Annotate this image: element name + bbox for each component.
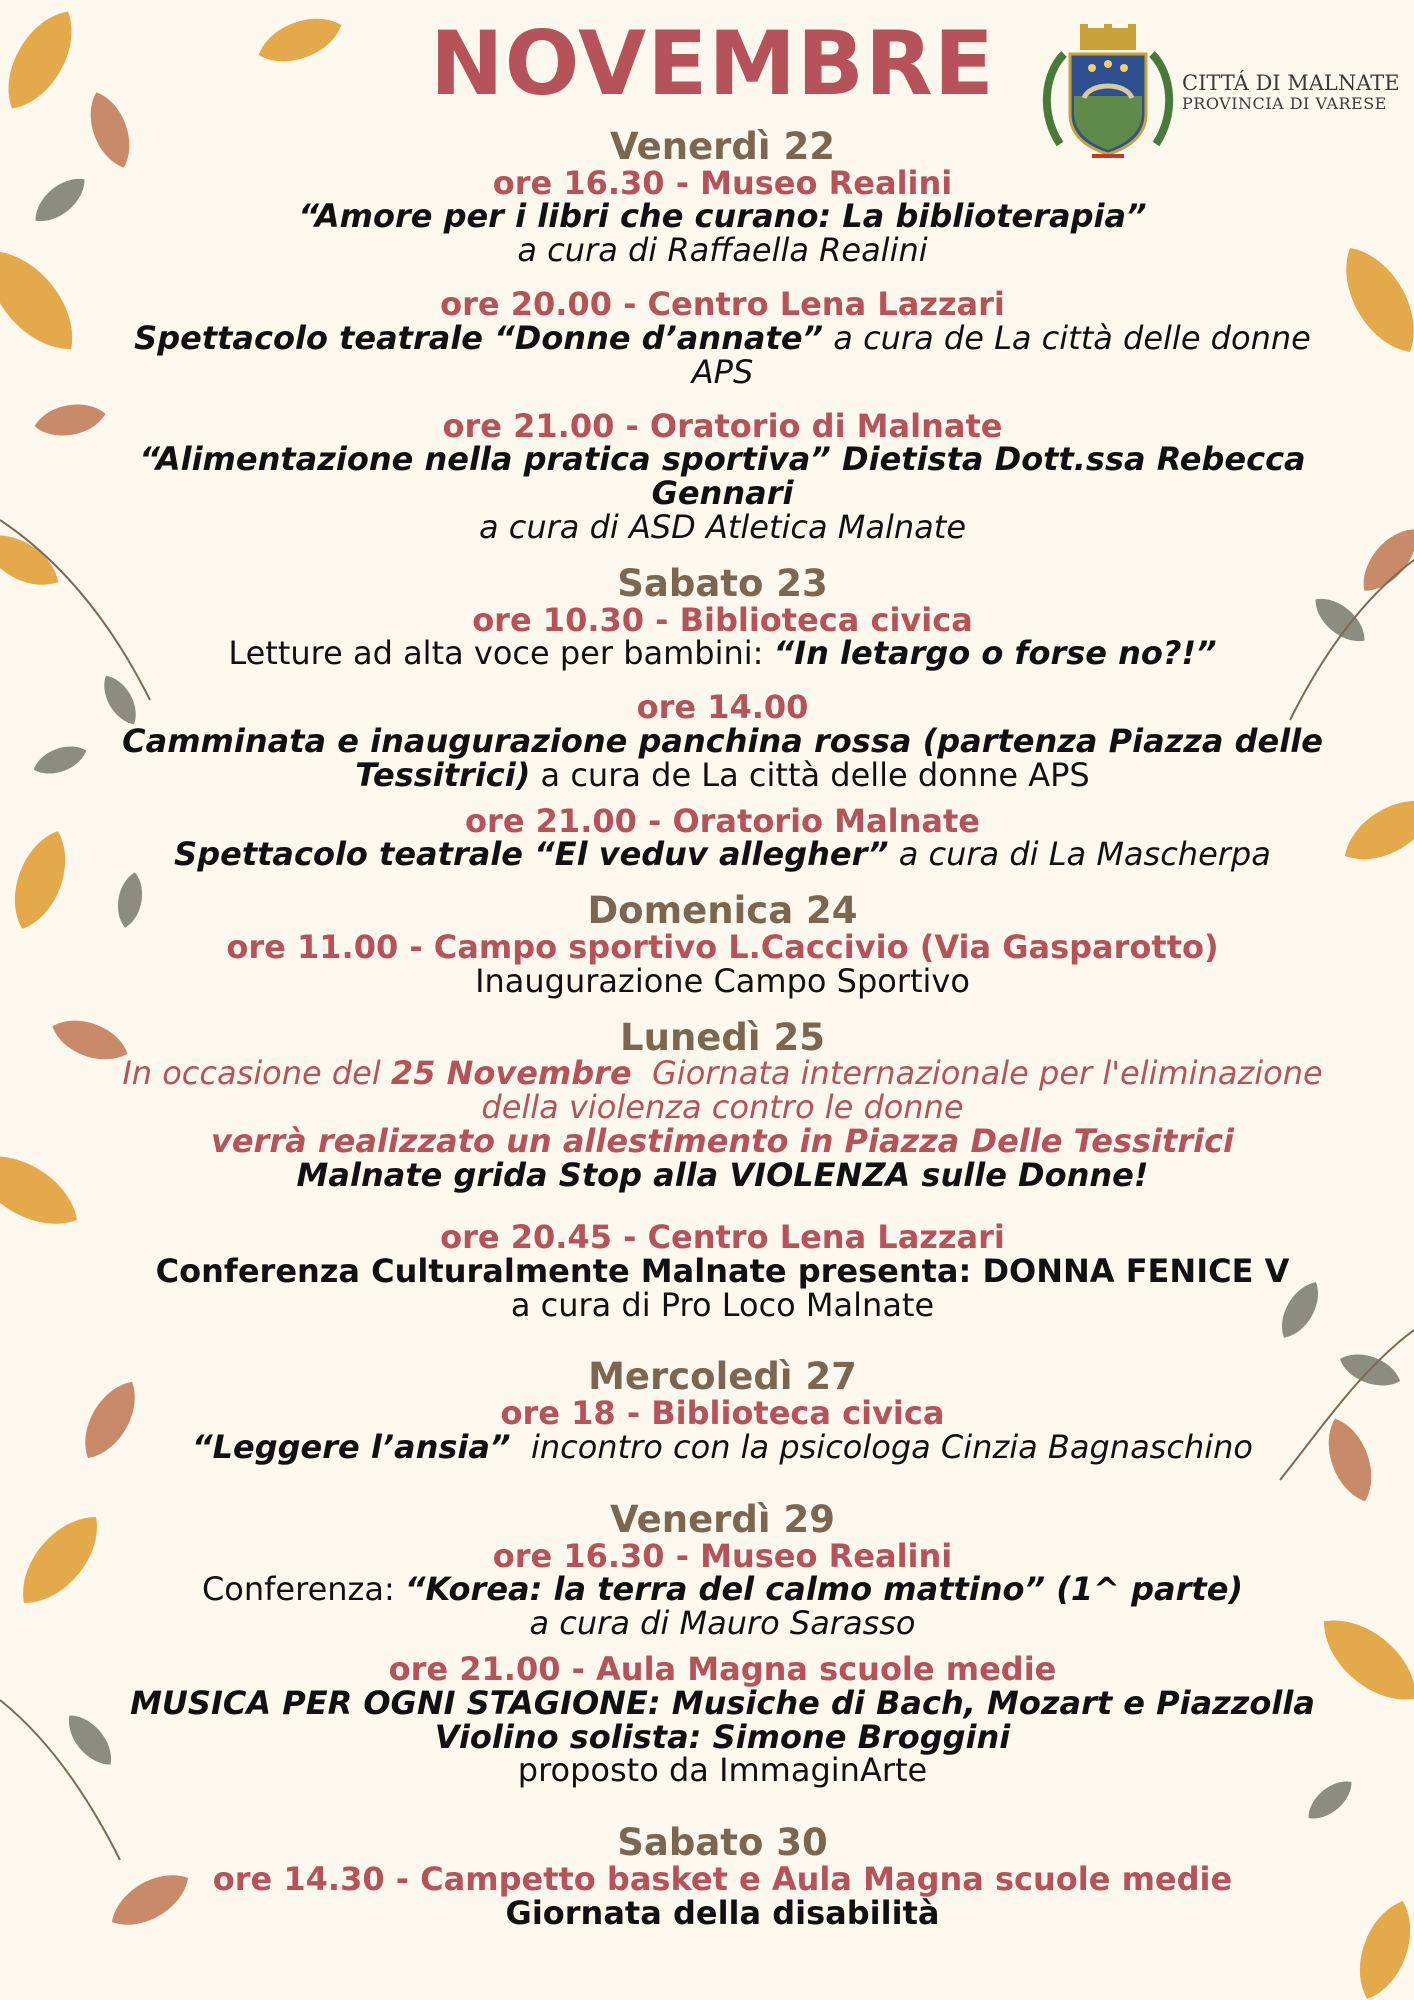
event-time-place: ore 21.00 - Oratorio Malnate: [465, 801, 980, 840]
event-title: Camminata e inaugurazione panchina rossa (partenza Piazza delle: [122, 721, 1323, 760]
event-item: [100, 1394, 1345, 1466]
event-organizer: a cura di La Mascherpa: [898, 835, 1271, 874]
event-organizer: incontro con la psicologa Cinzia Bagnaschino: [530, 1427, 1253, 1466]
event-organizer: a cura di Mauro Sarasso: [529, 1604, 916, 1643]
event-item: [100, 1650, 1345, 1790]
event-organizer: a cura de La città delle donne APS: [540, 755, 1090, 794]
event-title-cont: Violino solista: Simone Broggini: [434, 1717, 1011, 1756]
event-title: “Leggere l’ansia”: [192, 1427, 511, 1466]
event-title: Conferenza Culturalmente Malnate presenta: DONNA FENICE V: [155, 1251, 1290, 1290]
event-description: Giornata della disabilità: [505, 1893, 940, 1932]
event-time-place: ore 18 - Biblioteca civica: [500, 1394, 945, 1433]
event-item: [100, 600, 1345, 673]
event-item: [100, 1536, 1345, 1643]
day-heading: Domenica 24: [587, 889, 858, 933]
notice-text: verrà realizzato un allestimento in Piazza Delle Tessitrici: [210, 1122, 1235, 1161]
event-intro: Letture ad alta voce per bambini:: [228, 634, 764, 673]
event-item: [100, 1218, 1345, 1324]
notice-date: 25 Novembre: [390, 1054, 632, 1093]
day-heading: Lunedì 25: [620, 1015, 825, 1059]
event-item: [100, 163, 1345, 270]
notice-text: della violenza contro le donne: [481, 1088, 964, 1127]
notice-slogan: Malnate grida Stop alla VIOLENZA sulle Donne!: [296, 1156, 1149, 1195]
events-list: [100, 125, 1345, 1932]
event-organizer: a cura di Raffaella Realini: [517, 231, 928, 270]
event-title: Spettacolo teatrale “El veduv allegher”: [174, 835, 889, 874]
event-title: Spettacolo teatrale “Donne d’annate”: [134, 318, 824, 357]
event-time-place: ore 16.30 - Museo Realini: [492, 163, 953, 202]
province-name: PROVINCIA DI VARESE: [1182, 94, 1387, 114]
event-title: “In letargo o forse no?!”: [773, 634, 1217, 673]
event-intro: Conferenza:: [201, 1570, 395, 1609]
event-item: [100, 928, 1345, 1000]
page-title: NOVEMBRE: [430, 12, 995, 115]
event-time-place: ore 14.00: [636, 688, 809, 727]
day-heading: Sabato 30: [617, 1821, 828, 1865]
event-organizer: a cura di Pro Loco Malnate: [510, 1285, 935, 1324]
event-organizer: a cura di ASD Atletica Malnate: [478, 508, 967, 547]
event-time-place: ore 21.00 - Aula Magna scuole medie: [388, 1650, 1057, 1689]
event-title: “Korea: la terra del calmo mattino” (1^ parte): [404, 1570, 1244, 1609]
event-item: [100, 285, 1345, 391]
event-item: [100, 1054, 1345, 1195]
event-item: [100, 688, 1345, 794]
event-title-cont: Tessitrici): [355, 755, 531, 794]
event-time-place: ore 20.45 - Centro Lena Lazzari: [440, 1218, 1005, 1257]
city-name-block: [1182, 72, 1402, 113]
event-time-place: ore 20.00 - Centro Lena Lazzari: [440, 285, 1005, 324]
city-name: CITTÁ DI MALNATE: [1182, 71, 1400, 95]
event-title: “Alimentazione nella pratica sportiva” Dietista Dott.ssa Rebecca Gennari: [139, 440, 1306, 513]
event-organizer: a cura de La città delle donne APS: [691, 318, 1311, 391]
event-time-place: ore 16.30 - Museo Realini: [492, 1536, 953, 1575]
event-time-place: ore 10.30 - Biblioteca civica: [472, 600, 973, 639]
event-description: Inaugurazione Campo Sportivo: [475, 961, 970, 1000]
notice-text: Giornata internazionale per l'eliminazione: [652, 1054, 1323, 1093]
event-time-place: ore 14.30 - Campetto basket e Aula Magna scuole medie: [212, 1860, 1233, 1899]
day-heading: Mercoledì 27: [588, 1355, 857, 1399]
event-organizer: proposto da ImmaginArte: [517, 1751, 928, 1790]
day-heading: Venerdì 22: [610, 125, 835, 168]
day-heading: Sabato 23: [617, 561, 828, 605]
event-title: “Amore per i libri che curano: La biblioterapia”: [298, 197, 1147, 236]
day-heading: Venerdì 29: [610, 1497, 835, 1541]
event-time-place: ore 21.00 - Oratorio di Malnate: [442, 406, 1003, 445]
event-title: MUSICA PER OGNI STAGIONE: Musiche di Bach, Mozart e Piazzolla: [130, 1683, 1315, 1722]
notice-text: In occasione del: [122, 1054, 381, 1093]
event-item: [100, 801, 1345, 874]
event-item: [100, 1860, 1345, 1932]
event-item: [100, 406, 1345, 547]
event-time-place: ore 11.00 - Campo sportivo L.Caccivio (Via Gasparotto): [226, 928, 1219, 967]
